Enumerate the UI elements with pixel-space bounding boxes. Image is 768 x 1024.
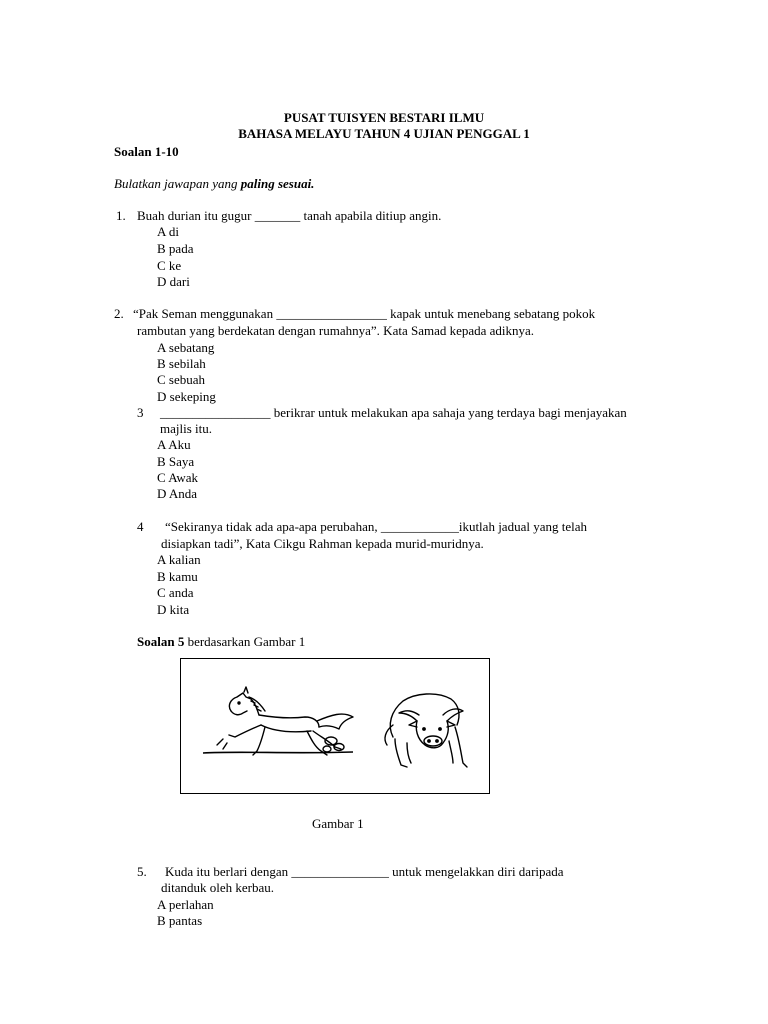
option-a[interactable]: A perlahan	[157, 897, 214, 912]
option-a[interactable]: A sebatang	[157, 340, 215, 355]
option-a[interactable]: A kalian	[157, 552, 201, 567]
option-c[interactable]: C anda	[157, 585, 194, 600]
option-d[interactable]: D kita	[157, 602, 190, 617]
option-b[interactable]: B kamu	[157, 569, 198, 584]
option-a[interactable]: A di	[157, 224, 180, 239]
option-b[interactable]: B pantas	[157, 913, 203, 928]
instruction-emphasis: paling sesuai.	[240, 176, 315, 191]
question-text: “Pak Seman menggunakan _________________ kapak untuk menebang sebatang pokok	[133, 306, 596, 321]
question-number: 5.	[137, 864, 147, 879]
option-b[interactable]: B sebilah	[157, 356, 206, 371]
option-b[interactable]: B Saya	[157, 454, 195, 469]
option-d[interactable]: D dari	[157, 274, 190, 289]
option-b[interactable]: B pada	[157, 241, 194, 256]
horse-drawing	[217, 687, 353, 755]
instruction	[114, 176, 314, 192]
option-c[interactable]: C Awak	[157, 470, 199, 485]
figure-gambar-1	[180, 658, 490, 794]
question-text: _________________ berikrar untuk melakukan apa sahaja yang terdaya bagi menjayakan	[160, 405, 627, 420]
option-c[interactable]: C ke	[157, 258, 182, 273]
question-number: 2.	[114, 306, 124, 321]
option-c[interactable]: C sebuah	[157, 372, 206, 387]
document-subtitle: BAHASA MELAYU TAHUN 4 UJIAN PENGGAL 1	[238, 126, 530, 141]
option-d[interactable]: D sekeping	[157, 389, 216, 404]
instruction-prefix: Bulatkan jawapan yang	[114, 176, 241, 191]
document-title: PUSAT TUISYEN BESTARI ILMU	[283, 110, 485, 125]
question-number: 1.	[116, 208, 126, 223]
question-text-continued: disiapkan tadi”, Kata Cikgu Rahman kepada murid-muridnya.	[161, 536, 484, 551]
figure-reference-text: berdasarkan Gambar 1	[184, 634, 306, 649]
question-text-continued: majlis itu.	[160, 421, 212, 436]
question-text: Kuda itu berlari dengan _______________ untuk mengelakkan diri daripada	[165, 864, 564, 879]
figure-caption: Gambar 1	[312, 816, 364, 831]
question-number: 4	[137, 519, 144, 534]
figure-reference	[137, 634, 305, 650]
question-text-continued: rambutan yang berdekatan dengan rumahnya”. Kata Samad kepada adiknya.	[137, 323, 535, 338]
option-a[interactable]: A Aku	[157, 437, 191, 452]
buffalo-drawing	[385, 694, 467, 767]
option-d[interactable]: D Anda	[157, 486, 198, 501]
ground-line	[203, 752, 353, 753]
question-text: Buah durian itu gugur _______ tanah apabila ditiup angin.	[137, 208, 442, 223]
question-text-continued: ditanduk oleh kerbau.	[161, 880, 274, 895]
question-text: “Sekiranya tidak ada apa-apa perubahan, ____________ikutlah jadual yang telah	[165, 519, 587, 534]
figure-illustration	[181, 659, 491, 795]
section-title: Soalan 1-10	[114, 144, 179, 159]
figure-reference-label: Soalan 5	[137, 634, 185, 649]
question-number: 3	[137, 405, 144, 420]
